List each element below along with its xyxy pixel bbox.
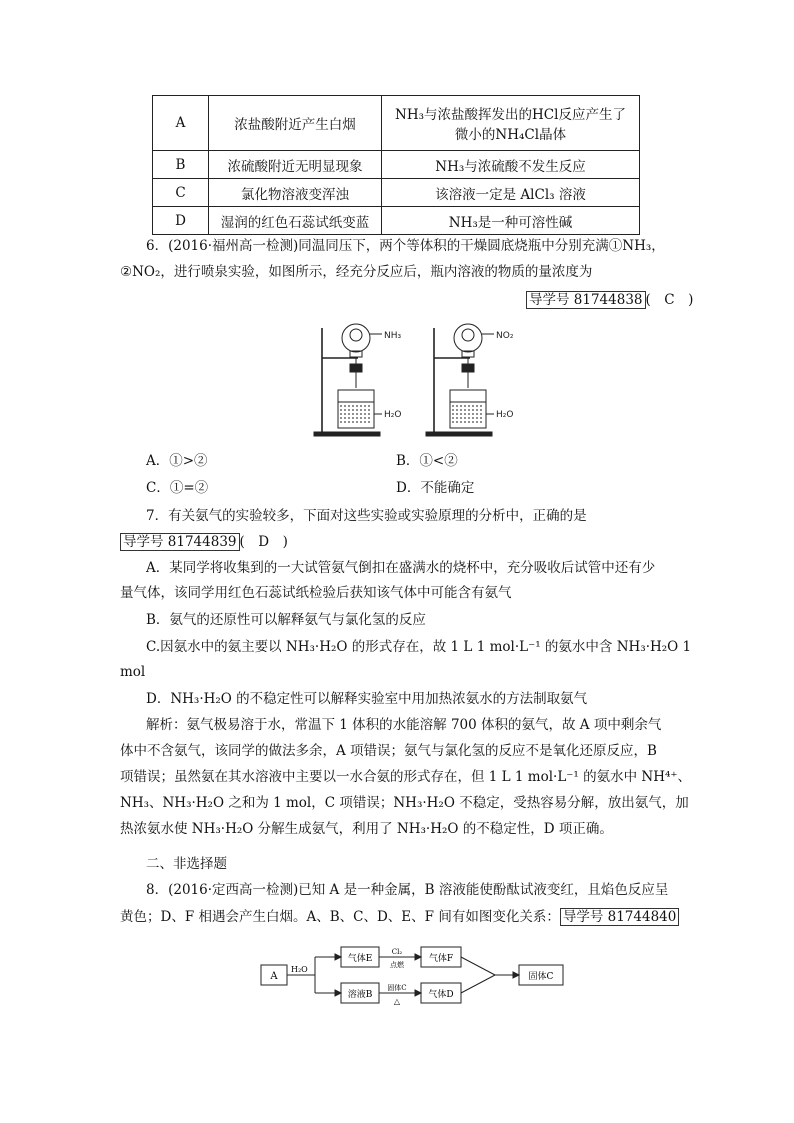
label-solution-B: 溶液B	[347, 990, 373, 1000]
label-ignite: 点燃	[390, 961, 404, 969]
q7-answer: ( D )	[239, 534, 288, 550]
q7-option-c-line2: mol	[120, 664, 146, 680]
apparatus-left	[314, 324, 382, 436]
q8-line2: 黄色；D、F 相遇会产生白烟。A、B、C、D、E、F 间有如图变化关系：	[120, 909, 560, 925]
q6-option-d: D．不能确定	[396, 480, 475, 496]
q8-line1: 8．(2016·定西高一检测)已知 A 是一种金属，B 溶液能使酚酞试液变红，且焰色反应呈	[146, 882, 669, 898]
q7-option-d: D．NH₃·H₂O 的不稳定性可以解释实验室中用加热浓氨水的方法制取氨气	[146, 691, 588, 707]
left-water-label: H₂O	[384, 410, 402, 420]
label-A: A	[270, 971, 278, 982]
q7-explanation-line5: 热浓氨水使 NH₃·H₂O 分解生成氨气，利用了 NH₃·H₂O 的不稳定性，D 项正确。	[120, 821, 613, 837]
row-key: A	[153, 96, 209, 151]
q6-line2: ②NO₂，进行喷泉实验，如图所示，经充分反应后，瓶内溶液的物质的量浓度为	[120, 264, 593, 280]
q7-option-a-line1: A．某同学将收集到的一大试管氨气倒扣在盛满水的烧杯中，充分吸收后试管中还有少	[146, 560, 656, 576]
q8-ref-badge: 导学号 81744840	[560, 908, 680, 926]
row-explanation-line: 微小的NH₄Cl晶体	[454, 127, 567, 143]
left-gas-label: NH₃	[384, 331, 402, 341]
q6-ref-badge: 导学号 81744838	[526, 291, 646, 309]
q7-ref-badge: 导学号 81744839	[120, 533, 240, 551]
label-h2o: H₂O	[291, 965, 308, 974]
q7-explanation-line4: NH₃、NH₃·H₂O 之和为 1 mol，C 项错误；NH₃·H₂O 不稳定，受热容易分解，放出氨气，加	[120, 795, 689, 811]
row-explanation	[382, 96, 640, 151]
fountain-experiment-figure	[300, 318, 550, 440]
section-heading: 二、非选择题	[146, 856, 227, 872]
q8-line2-wrap	[120, 907, 679, 927]
q6-answer: ( C )	[645, 292, 694, 308]
q7-option-b: B．氨气的还原性可以解释氨气与氯化氢的反应	[146, 612, 426, 628]
q7-line1: 7．有关氨气的实验较多，下面对这些实验或实验原理的分析中，正确的是	[146, 508, 587, 524]
reaction-flow-diagram	[255, 945, 585, 1030]
q6-option-b: B．①<②	[396, 453, 458, 469]
label-solid-C: 固体C	[528, 972, 554, 982]
right-water-label: H₂O	[496, 410, 514, 420]
row-explanation: NH₃是一种可溶性碱	[382, 207, 640, 235]
table-row	[153, 179, 640, 207]
q6-line1: 6．(2016·福州高一检测)同温同压下，两个等体积的干燥圆底烧瓶中分别充满①NH₃，	[146, 238, 665, 254]
right-gas-label: NO₂	[496, 331, 514, 341]
row-phenomenon: 氯化物溶液变浑浊	[209, 179, 382, 207]
row-key: C	[153, 179, 209, 207]
label-gas-D: 气体D	[428, 990, 454, 1000]
row-explanation: NH₃与浓硫酸不发生反应	[382, 151, 640, 179]
q6-option-a: A．①>②	[146, 453, 208, 469]
q7-explanation-line1: 解析：氨气极易溶于水，常温下 1 体积的水能溶解 700 体积的氨气，故 A 项中剩余气	[146, 717, 662, 733]
q7-explanation-line3: 项错误；虽然氨在其水溶液中主要以一水合氨的形式存在，但 1 L 1 mol·L⁻¹ 的氨水中 NH⁴⁺、	[120, 769, 692, 785]
label-cl2: Cl₂	[391, 948, 403, 956]
q6-ref-line	[526, 290, 693, 310]
row-key: D	[153, 207, 209, 235]
table-row	[153, 151, 640, 179]
table-row	[153, 96, 640, 151]
label-gas-F: 气体F	[428, 954, 454, 964]
q7-explanation-line2: 体中不含氨气，该同学的做法多余，A 项错误；氨气与氯化氢的反应不是氧化还原反应，B	[120, 743, 657, 759]
row-explanation: 该溶液一定是 AlCl₃ 溶液	[382, 179, 640, 207]
q6-option-c: C．①=②	[146, 480, 209, 496]
options-table	[152, 95, 640, 235]
row-phenomenon: 浓硫酸附近无明显现象	[209, 151, 382, 179]
row-key: B	[153, 151, 209, 179]
row-phenomenon: 浓盐酸附近产生白烟	[209, 96, 382, 151]
apparatus-right	[426, 324, 494, 436]
row-explanation-line: NH₃与浓盐酸挥发出的HCl反应产生了	[395, 107, 626, 123]
q7-option-c-line1: C.因氨水中的氨主要以 NH₃·H₂O 的形式存在，故 1 L 1 mol·L⁻¹ 的氨水中含 NH₃·H₂O 1	[146, 639, 692, 655]
q7-ref-line	[120, 532, 288, 552]
label-solid-C-reagent: 固体C	[387, 984, 407, 992]
table-row	[153, 207, 640, 235]
label-gas-E: 气体E	[347, 954, 373, 964]
q7-option-a-line2: 量气体，该同学用红色石蕊试纸检验后获知该气体中可能含有氨气	[120, 585, 512, 601]
label-heat: △	[393, 997, 401, 1006]
row-phenomenon: 湿润的红色石蕊试纸变蓝	[209, 207, 382, 235]
